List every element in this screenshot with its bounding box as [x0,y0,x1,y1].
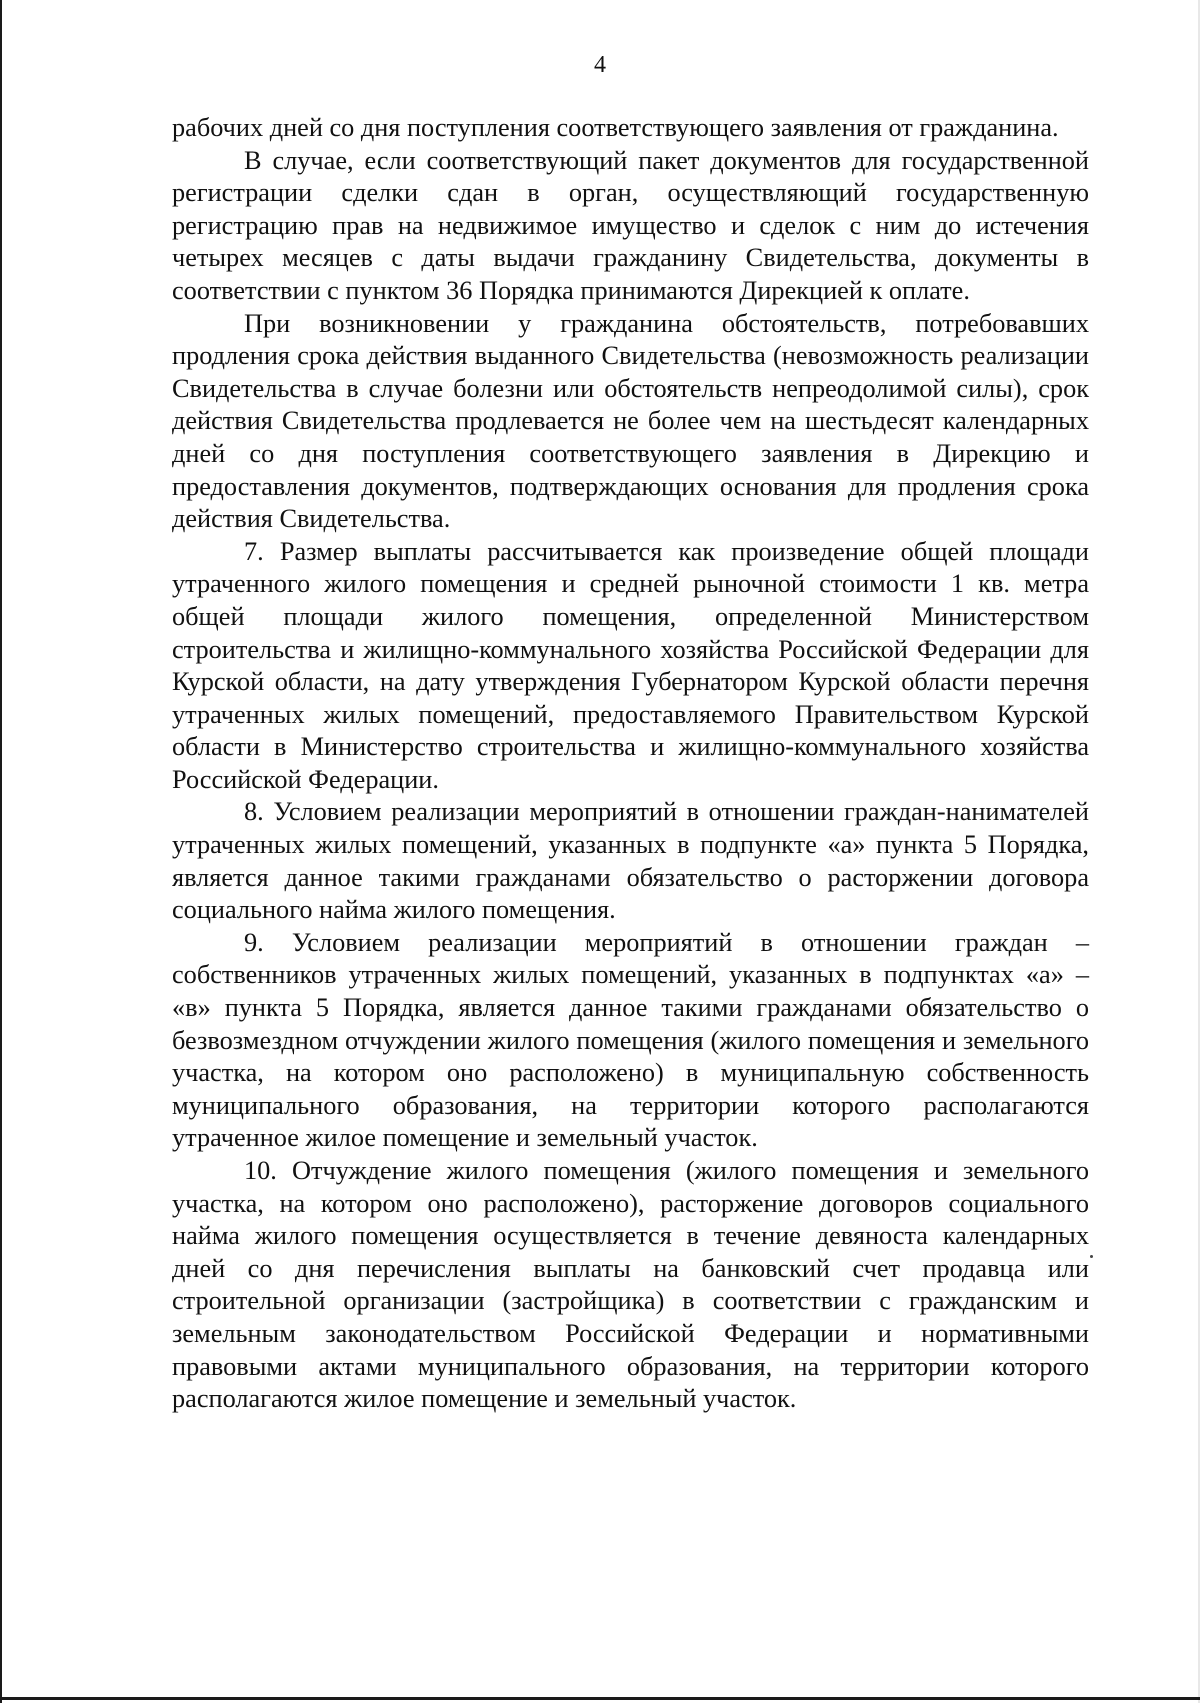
paragraph-item-9-owners-condition: 9. Условием реализации мероприятий в отношении граждан – собственников утраченных жилых помещений, указанных в подпунктах «а» – «в» пункта 5 Порядка, является данное такими гражданами обязательство о безвозмездном отчуждении жилого помещения (жилого помещения и земельного участка, на котором оно расположено) в муниципальную собственность муниципального образования, на территории которого располагаются утраченное жилое помещение и земельный участок. [172,927,1089,1153]
paragraph-document-submission: В случае, если соответствующий пакет документов для государственной регистрации сделки сдан в орган, осуществляющий государственную регистрацию прав на недвижимое имущество и сделок с ним до истечения четырех месяцев с даты выдачи гражданину Свидетельства, документы в соответствии с пунктом 36 Порядка принимаются Дирекцией к оплате. [172,145,1089,305]
scan-edge-bottom [0,1697,1200,1700]
paragraph-continuation: рабочих дней со дня поступления соответствующего заявления от гражданина. [172,113,1059,142]
paragraph-item-8-tenants-condition: 8. Условием реализации мероприятий в отношении граждан-нанимателей утраченных жилых помещений, указанных в подпункте «а» пункта 5 Порядка, является данное такими гражданами обязательство о расторжении договора социального найма жилого помещения. [172,797,1089,925]
page-number: 4 [594,52,606,78]
paragraph-item-10-alienation: 10. Отчуждение жилого помещения (жилого помещения и земельного участка, на котором оно расположено), расторжение договоров социального найма жилого помещения осуществляется в течение девяноста календарных дней со дня перечисления выплаты на банковский счет продавца или строительной организации (застройщика) в соответствии с гражданским и земельным законодательством Российской Федерации и нормативными правовыми актами муниципального образования, на территории которого располагаются жилое помещение и земельный участок. [172,1156,1089,1414]
paragraph-item-7-payment-size: 7. Размер выплаты рассчитывается как произведение общей площади утраченного жилого помещения и средней рыночной стоимости 1 кв. метра общей площади жилого помещения, определенной Министерством строительства и жилищно-коммунального хозяйства Российской Федерации для Курской области, на дату утверждения Губернатором Курской области перечня утраченных жилых помещений, предоставляемого Правительством Курской области в Министерство строительства и жилищно-коммунального хозяйства Российской Федерации. [172,536,1089,794]
scan-speck [1090,1255,1093,1258]
paragraph-certificate-extension: При возникновении у гражданина обстоятельств, потребовавших продления срока действия выданного Свидетельства (невозможность реализации Свидетельства в случае болезни или обстоятельств непреодолимой силы), срок действия Свидетельства продлевается не более чем на шестьдесят календарных дней со дня поступления соответствующего заявления в Дирекцию и предоставления документов, подтверждающих основания для продления срока действия Свидетельства. [172,308,1089,534]
document-body [172,112,1089,1416]
scan-edge-left [0,0,2,1703]
